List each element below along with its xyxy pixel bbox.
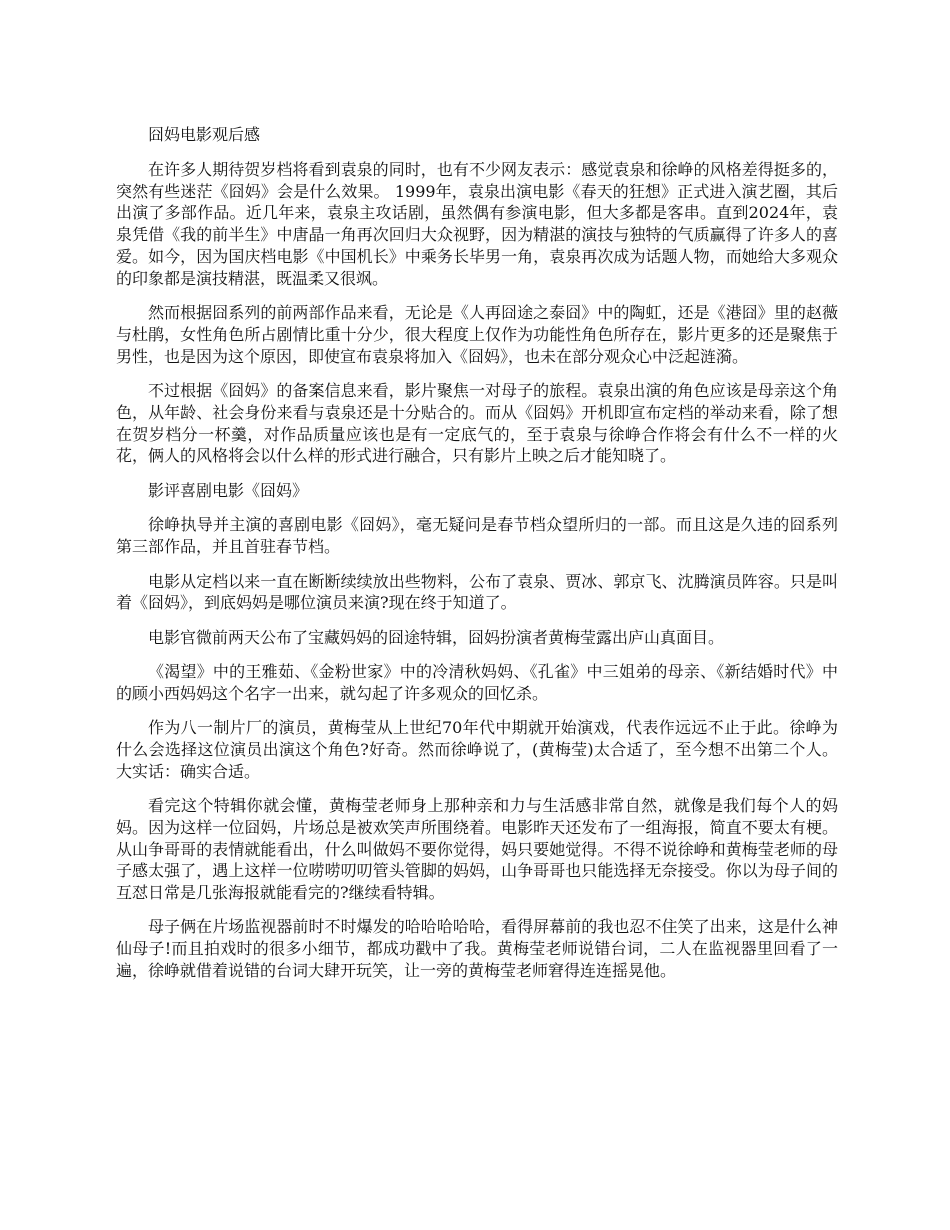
paragraph-9: 看完这个特辑你就会懂，黄梅莹老师身上那种亲和力与生活感非常自然，就像是我们每个人的妈妈。因为这样一位囧妈，片场总是被欢笑声所围绕着。电影昨天还发布了一组海报，简直不要太有梗。从山争哥哥的表情就能看出，什么叫做妈不要你觉得，妈只要她觉得。不得不说徐峥和黄梅莹老师的母子感太强了，遇上这样一位唠唠叨叨管头管脚的妈妈，山争哥哥也只能选择无奈接受。你以为母子间的互怼日常是几张海报就能看完的?继续看特辑。 <box>116 795 838 903</box>
document-body <box>116 124 838 994</box>
paragraph-1: 在许多人期待贺岁档将看到袁泉的同时，也有不少网友表示：感觉袁泉和徐峥的风格差得挺多的，突然有些迷茫《囧妈》会是什么效果。 1999年，袁泉出演电影《春天的狂想》正式进入演艺圈，其后出演了多部作品。近几年来，袁泉主攻话剧，虽然偶有参演电影，但大多都是客串。直到2024年，袁泉凭借《我的前半生》中唐晶一角再次回归大众视野，因为精湛的演技与独特的气质赢得了许多人的喜爱。如今，因为国庆档电影《中国机长》中乘务长毕男一角，袁泉再次成为话题人物，而她给大多观众的印象都是演技精湛，既温柔又很飒。 <box>116 159 838 288</box>
section-title-review: 囧妈电影观后感 <box>148 125 261 144</box>
paragraph-10: 母子俩在片场监视器前时不时爆发的哈哈哈哈哈，看得屏幕前的我也忍不住笑了出来，这是什么神仙母子!而且拍戏时的很多小细节，都成功戳中了我。黄梅莹老师说错台词，二人在监视器里回看了一遍，徐峥就借着说错的台词大肆开玩笑，让一旁的黄梅莹老师窘得连连摇晃他。 <box>116 917 838 980</box>
paragraph-6: 电影官微前两天公布了宝藏妈妈的囧途特辑，囧妈扮演者黄梅莹露出庐山真面目。 <box>148 627 725 647</box>
paragraph-3: 不过根据《囧妈》的备案信息来看，影片聚焦一对母子的旅程。袁泉出演的角色应该是母亲这个角色，从年龄、社会身份来看与袁泉还是十分贴合的。而从《囧妈》开机即宣布定档的举动来看，除了想在贺岁档分一杯羹，对作品质量应该也是有一定底气的，至于袁泉与徐峥合作将会有什么不一样的火花，俩人的风格将会以什么样的形式进行融合，只有影片上映之后才能知晓了。 <box>116 380 838 466</box>
paragraph-7: 《渴望》中的王雅茹、《金粉世家》中的冷清秋妈妈、《孔雀》中三姐弟的母亲、《新结婚时代》中的顾小西妈妈这个名字一出来，就勾起了许多观众的回忆杀。 <box>116 661 838 703</box>
paragraph-5: 电影从定档以来一直在断断续续放出些物料，公布了袁泉、贾冰、郭京飞、沈腾演员阵容。只是叫着《囧妈》，到底妈妈是哪位演员来演?现在终于知道了。 <box>116 571 838 613</box>
paragraph-8: 作为八一制片厂的演员，黄梅莹从上世纪70年代中期就开始演戏，代表作远远不止于此。徐峥为什么会选择这位演员出演这个角色?好奇。然而徐峥说了，(黄梅莹)太合适了，至今想不出第二个人。大实话：确实合适。 <box>116 718 838 781</box>
paragraph-2: 然而根据囧系列的前两部作品来看，无论是《人再囧途之泰囧》中的陶虹，还是《港囧》里的赵薇与杜鹃，女性角色所占剧情比重十分少，很大程度上仅作为功能性角色所存在，影片更多的还是聚焦于男性，也是因为这个原因，即使宣布袁泉将加入《囧妈》，也未在部分观众心中泛起涟漪。 <box>116 303 838 366</box>
section-title-comedy: 影评喜剧电影《囧妈》 <box>148 480 309 500</box>
paragraph-4: 徐峥执导并主演的喜剧电影《囧妈》，毫无疑问是春节档众望所归的一部。而且这是久违的囧系列第三部作品，并且首驻春节档。 <box>116 515 838 557</box>
